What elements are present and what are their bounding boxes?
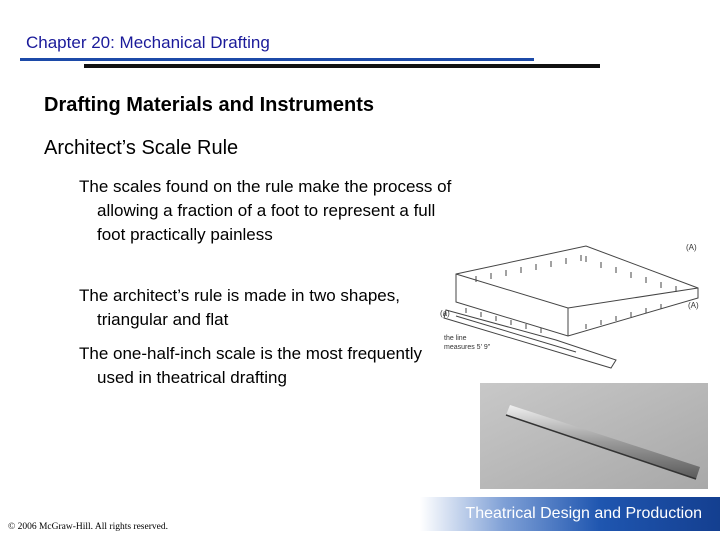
scale-rule-drawing: [436, 236, 714, 378]
figure-label-a1: (A): [686, 243, 697, 252]
figure-caption-line2: measures 5' 9": [444, 344, 491, 351]
bullet-item: The scales found on the rule make the process of allowing a fraction of a foot to represent a full foot practically painless: [79, 177, 452, 244]
slide-subheading: Architect’s Scale Rule: [44, 137, 239, 159]
header-rule-blue: [20, 58, 534, 61]
copyright-notice: © 2006 McGraw-Hill. All rights reserved.: [8, 522, 168, 532]
figure-label-a2: (A): [688, 301, 699, 310]
footer-book-title: Theatrical Design and Production: [465, 505, 702, 522]
bullet-item: The architect’s rule is made in two shapes, triangular and flat: [79, 286, 400, 329]
chapter-title: Chapter 20: Mechanical Drafting: [26, 33, 270, 52]
header-rule-black: [84, 64, 600, 68]
figure-label-a3: (a): [440, 309, 450, 318]
figure-caption-line1: the line: [444, 335, 467, 342]
scale-rule-photo: [480, 383, 708, 489]
bullet-item: The one-half-inch scale is the most frequently used in theatrical drafting: [79, 344, 423, 387]
slide-heading: Drafting Materials and Instruments: [44, 94, 375, 116]
